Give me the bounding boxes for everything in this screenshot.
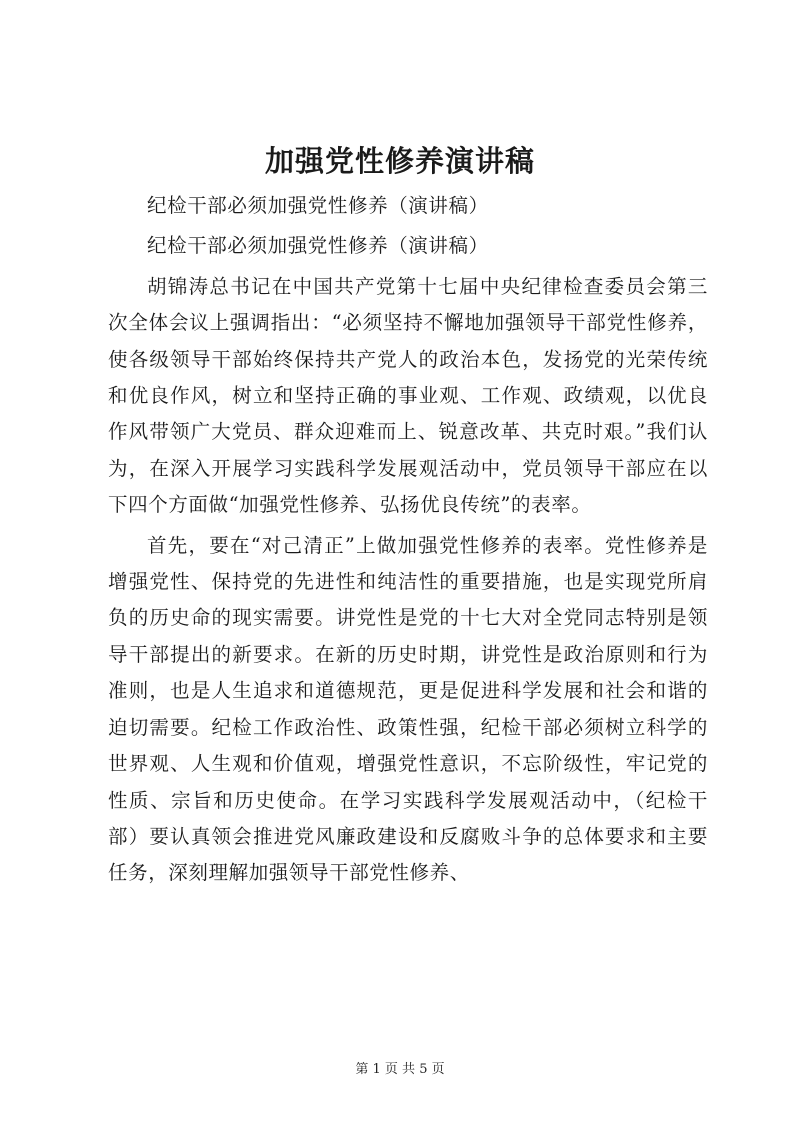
document-title: 加强党性修养演讲稿: [264, 144, 535, 178]
subtitle-paragraph-repeat: 纪检干部必须加强党性修养（演讲稿）: [147, 234, 489, 258]
page-number-footer: 第 1 页 共 5 页: [355, 1062, 445, 1077]
document-body: [108, 188, 708, 896]
intro-paragraph: 胡锦涛总书记在中国共产党第十七届中央纪律检查委员会第三次全体会议上强调指出：“必须坚持不懈地加强领导干部党性修养，使各级领导干部始终保持共产党人的政治本色，发扬党的光荣传统和优良作风，树立和坚持正确的事业观、工作观、政绩观，以优良作风带领广大党员、群众迎难而上、锐意改革、共克时艰。”我们认为，在深入开展学习实践科学发展观活动中，党员领导干部应在以下四个方面做“加强党性修养、弘扬优良传统”的表率。: [108, 274, 708, 517]
subtitle-paragraph: 纪检干部必须加强党性修养（演讲稿）: [147, 194, 489, 217]
first-point-paragraph: 首先，要在“对己清正”上做加强党性修养的表率。党性修养是增强党性、保持党的先进性和纯洁性的重要措施，也是实现党所肩负的历史命的现实需要。讲党性是党的十七大对全党同志特别是领导干部提出的新要求。在新的历史时期，讲党性是政治原则和行为准则，也是人生追求和道德规范，更是促进科学发展和社会和谐的迫切需要。纪检工作政治性、政策性强，纪检干部必须树立科学的世界观、人生观和价值观，增强党性意识，不忘阶级性，牢记党的性质、宗旨和历史使命。在学习实践科学发展观活动中，（纪检干部）要认真领会推进党风廉政建设和反腐败斗争的总体要求和主要任务，深刻理解加强领导干部党性修养、: [108, 533, 708, 885]
